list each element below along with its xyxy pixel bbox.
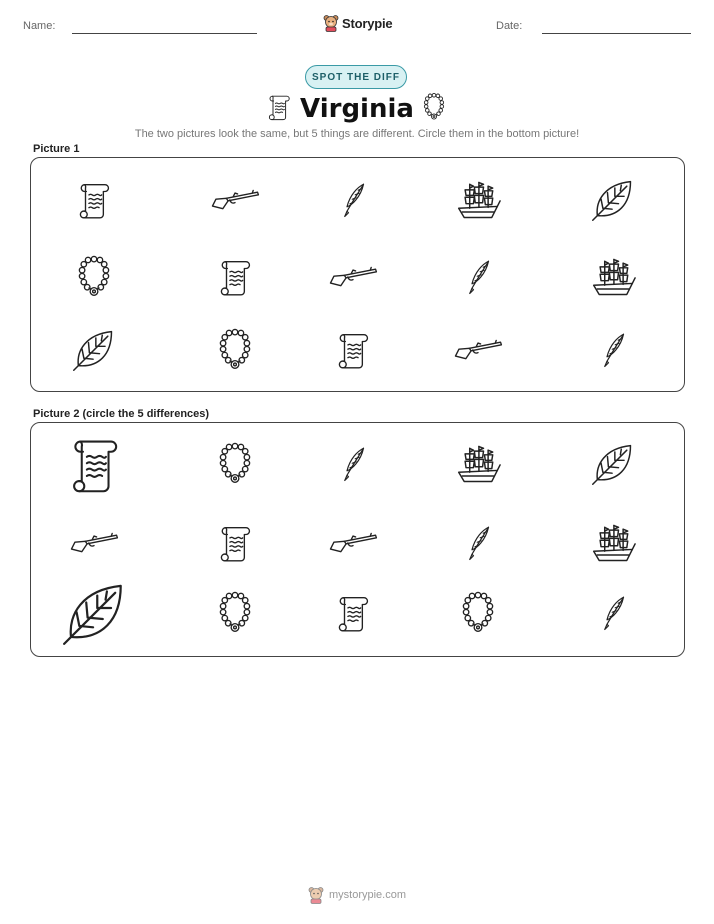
spot-the-diff-badge: SPOT THE DIFF xyxy=(305,65,407,89)
ship-icon[interactable] xyxy=(590,521,636,565)
scroll-icon[interactable] xyxy=(218,256,252,298)
quill-icon[interactable] xyxy=(338,177,368,223)
leaf-icon[interactable] xyxy=(71,327,117,373)
quill-icon[interactable] xyxy=(598,327,628,373)
date-line[interactable] xyxy=(542,33,691,34)
ship-icon[interactable] xyxy=(455,178,501,222)
musket-icon[interactable] xyxy=(452,337,504,363)
picture-2-label: Picture 2 (circle the 5 differences) xyxy=(33,408,210,420)
name-label: Name: xyxy=(23,20,56,32)
leaf-icon[interactable] xyxy=(590,177,636,223)
necklace-icon[interactable] xyxy=(461,590,495,636)
leaf-icon[interactable] xyxy=(590,441,636,487)
necklace-icon[interactable] xyxy=(218,590,252,636)
necklace-icon[interactable] xyxy=(218,441,252,487)
footer-url[interactable]: mystorypie.com xyxy=(328,889,407,901)
scroll-icon[interactable] xyxy=(69,433,120,496)
brand-name: Storypie xyxy=(342,15,393,31)
ship-icon[interactable] xyxy=(590,255,636,299)
brand-logo xyxy=(323,13,392,33)
leaf-icon[interactable] xyxy=(60,579,129,648)
page-title: Virginia xyxy=(300,94,414,124)
musket-icon[interactable] xyxy=(327,264,379,290)
scroll-icon[interactable] xyxy=(218,522,252,564)
musket-icon[interactable] xyxy=(327,530,379,556)
picture-1-label: Picture 1 xyxy=(33,143,80,155)
scroll-icon[interactable] xyxy=(77,179,111,221)
bear-mascot-icon xyxy=(323,14,339,32)
instructions: The two pictures look the same, but 5 things are different. Circle them in the bottom picture! xyxy=(134,128,580,140)
necklace-icon xyxy=(422,93,446,121)
quill-icon[interactable] xyxy=(463,520,493,566)
musket-icon[interactable] xyxy=(209,187,261,213)
scroll-icon[interactable] xyxy=(336,592,370,634)
quill-icon[interactable] xyxy=(338,441,368,487)
necklace-icon[interactable] xyxy=(77,254,111,300)
musket-icon[interactable] xyxy=(68,530,120,556)
name-line[interactable] xyxy=(72,33,257,34)
ship-icon[interactable] xyxy=(455,442,501,486)
footer xyxy=(0,885,714,905)
necklace-icon[interactable] xyxy=(218,327,252,373)
bear-mascot-footer-icon xyxy=(308,886,324,904)
quill-icon[interactable] xyxy=(598,590,628,636)
date-label: Date: xyxy=(496,20,523,32)
scroll-icon[interactable] xyxy=(336,329,370,371)
picture-1-panel xyxy=(30,157,685,392)
quill-icon[interactable] xyxy=(463,254,493,300)
picture-2-panel[interactable] xyxy=(30,422,685,657)
